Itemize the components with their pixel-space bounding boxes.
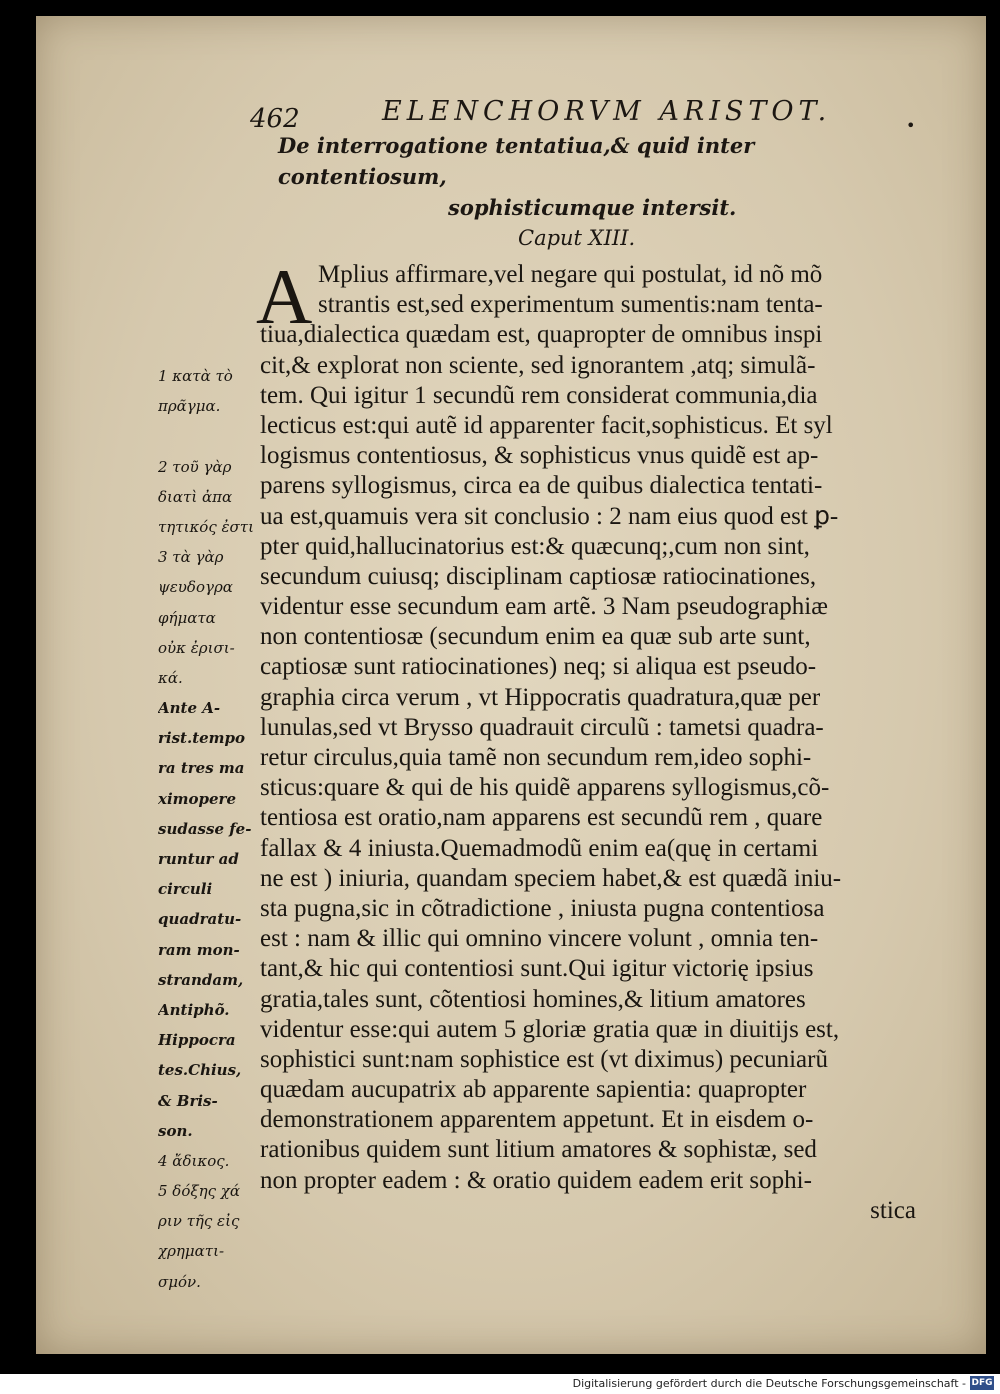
chapter-title-line: De interrogatione tentatiua,& quid inter contentiosum, bbox=[278, 133, 755, 189]
margin-note-line: 3 τὰ γὰρ bbox=[158, 548, 224, 567]
body-line: est : nam & illic qui omnino vincere volunt , omnia ten- bbox=[260, 925, 819, 953]
chapter-number: Caput XIII. bbox=[518, 226, 636, 250]
body-line: Mplius affirmare,vel negare qui postulat, id nõ mõ bbox=[318, 261, 823, 288]
body-line: fallax & 4 iniusta.Quemadmodũ enim ea(quę in certami bbox=[260, 834, 819, 862]
margin-note-line: 1 κατὰ τὸ bbox=[158, 367, 233, 385]
body-line: sta pugna,sic in cõtradictione , iniusta pugna contentiosa bbox=[260, 894, 825, 922]
margin-note-line: Antiphõ. bbox=[158, 1000, 230, 1019]
margin-note-line: runtur ad bbox=[158, 850, 239, 868]
footer-credit: Digitalisierung gefördert durch die Deutsche Forschungsgemeinschaft - bbox=[572, 1377, 966, 1390]
body-line: parens syllogismus, circa ea de quibus dialectica tentati- bbox=[260, 472, 823, 500]
body-line: ua est,quamuis vera sit conclusio : 2 nam eius quod est ꝑ- bbox=[260, 502, 839, 530]
margin-note-line: ram mon- bbox=[158, 940, 240, 959]
body-line: graphia circa verum , vt Hippocratis quadratura,quæ per bbox=[260, 683, 821, 711]
body-line: sticus:quare & qui de his quidẽ apparens syllogismus,cõ- bbox=[260, 774, 830, 802]
margin-notes bbox=[158, 361, 258, 1297]
margin-note-line: τητικός ἐστι bbox=[158, 517, 254, 536]
body-line: stica bbox=[870, 1196, 916, 1224]
body-line: videntur esse:qui autem 5 gloriæ gratia quæ in diuitijs est, bbox=[260, 1015, 840, 1043]
margin-note-line: διατὶ ἀπα bbox=[158, 487, 233, 506]
margin-note-line: 2 τοῦ γὰρ bbox=[158, 457, 232, 476]
chapter-title-line: sophisticumque intersit. bbox=[448, 195, 737, 220]
header-mark: • bbox=[906, 116, 916, 135]
margin-note-line: circuli bbox=[158, 880, 213, 899]
body-line: non propter eadem : & oratio quidem eadem erit sophi- bbox=[260, 1166, 812, 1194]
margin-note-line: φήματα bbox=[158, 608, 216, 627]
margin-note-line: quadratu- bbox=[158, 910, 242, 929]
body-line: captiosæ sunt ratiocinationes) neq; si aliqua est pseudo- bbox=[260, 653, 817, 681]
margin-note-line: 5 δόξης χά bbox=[158, 1182, 241, 1201]
margin-note-line: ximopere bbox=[158, 789, 236, 808]
body-line: sophistici sunt:nam sophistice est (vt diximus) pecuniarũ bbox=[260, 1045, 828, 1073]
margin-note-line: sudasse fe- bbox=[158, 819, 252, 838]
margin-note-line: & Bris- bbox=[158, 1091, 218, 1110]
body-line: tentiosa est oratio,nam apparens est secundũ rem , quare bbox=[260, 804, 823, 832]
margin-note-line: ψευδογρα bbox=[158, 578, 233, 597]
margin-note-line: πρᾶγμα. bbox=[158, 397, 221, 416]
margin-note-line: κά. bbox=[158, 668, 183, 687]
margin-note-line: son. bbox=[158, 1121, 193, 1140]
margin-note-line: strandam, bbox=[158, 970, 244, 989]
body-line: lecticus est:qui autẽ id apparenter facit,sophisticus. Et syl bbox=[260, 411, 833, 439]
footer-bar bbox=[0, 1374, 1000, 1394]
body-line: quædam aucupatrix ab apparente sapientia: quapropter bbox=[260, 1076, 807, 1104]
body-line: retur circulus,quia tamẽ non secundum rem,ideo sophi- bbox=[260, 744, 812, 771]
body-line: pter quid,hallucinatorius est:& quæcunq;,cum non sint, bbox=[260, 532, 810, 560]
dfg-logo-icon: DFG bbox=[971, 1378, 993, 1388]
body-line: tant,& hic qui contentiosi sunt.Qui igitur victorię ipsius bbox=[260, 955, 814, 983]
margin-note-line: rist.tempo bbox=[158, 729, 246, 748]
margin-note-line: ra tres ma bbox=[158, 759, 245, 778]
body-line: cit,& explorat non sciente, sed ignorantem ,atq; simulã- bbox=[260, 351, 816, 379]
drop-cap: A bbox=[256, 253, 313, 340]
page-number: 462 bbox=[250, 104, 300, 134]
body-line: tem. Qui igitur 1 secundũ rem considerat communia,dia bbox=[260, 381, 818, 409]
body-line: logismus contentiosus, & sophisticus vnus quidẽ est ap- bbox=[260, 442, 819, 470]
margin-note-line: οὐκ ἐρισι- bbox=[158, 638, 235, 657]
body-line: tiua,dialectica quædam est, quapropter de omnibus inspi bbox=[260, 321, 823, 349]
margin-note-line: tes.Chius, bbox=[158, 1061, 242, 1080]
body-line: ne est ) iniuria, quandam speciem habet,& est quædã iniu- bbox=[260, 864, 842, 892]
margin-note-line: 4 ἄδικος. bbox=[158, 1151, 230, 1170]
body-text bbox=[260, 260, 920, 1226]
body-line: rationibus quidem sunt litium amatores & sophistæ, sed bbox=[260, 1136, 817, 1164]
margin-note-line: χρηματι- bbox=[158, 1242, 225, 1261]
body-line: videntur esse secundum eam artẽ. 3 Nam pseudographiæ bbox=[260, 593, 828, 621]
body-line: strantis est,sed experimentum sumentis:nam tenta- bbox=[318, 291, 823, 319]
margin-note-line: Hippocra bbox=[158, 1031, 236, 1050]
margin-note-line bbox=[158, 421, 258, 451]
chapter-title bbox=[250, 130, 900, 254]
running-title: ELENCHORVM ARISTOT. bbox=[382, 96, 832, 127]
body-line: non contentiosæ (secundum enim ea quæ sub arte sunt, bbox=[260, 623, 811, 651]
margin-note-line: σμόν. bbox=[158, 1272, 201, 1291]
body-line: demonstrationem apparentem appetunt. Et in eisdem o- bbox=[260, 1106, 814, 1134]
margin-note-line: Ante A- bbox=[158, 699, 221, 718]
body-line: secundum cuiusq; disciplinam captiosæ ratiocinationes, bbox=[260, 562, 817, 590]
body-line: gratia,tales sunt, cõtentiosi homines,& litium amatores bbox=[260, 985, 806, 1013]
margin-note-line: ριν τῆς εἰς bbox=[158, 1212, 240, 1231]
body-line: lunulas,sed vt Brysso quadrauit circulũ : tametsi quadra- bbox=[260, 713, 824, 741]
